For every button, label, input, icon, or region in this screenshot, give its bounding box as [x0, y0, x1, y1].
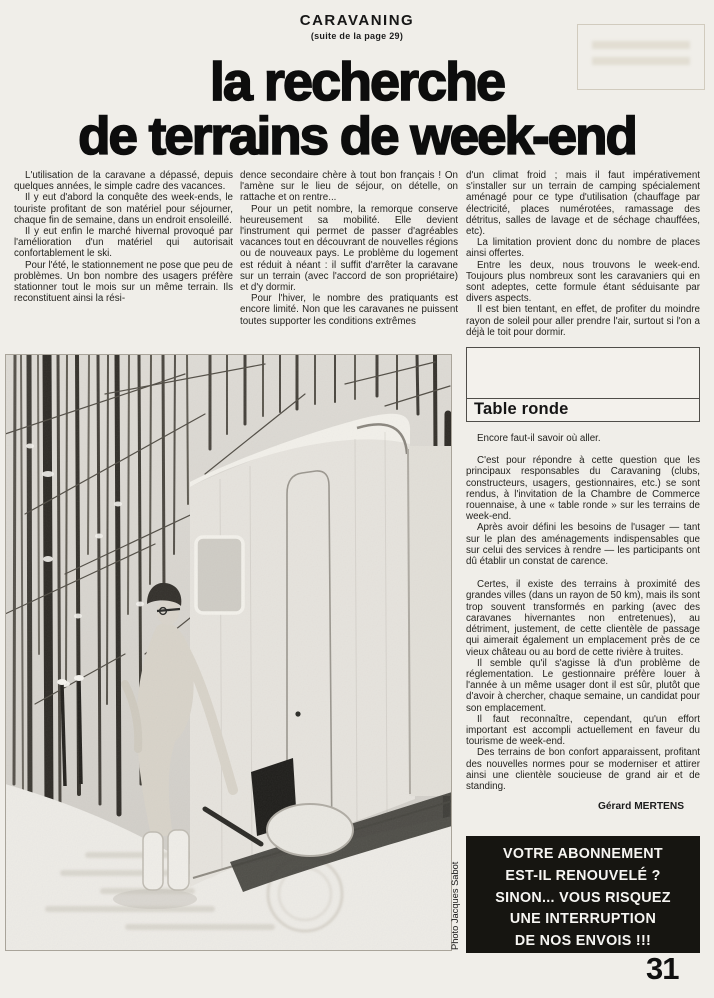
- article-column-3: [466, 170, 700, 812]
- paragraph: Des terrains de bon confort apparaissent, profitant des nouvelles normes pour se moderniser et attirer ainsi une clientèle soucieuse de grand air et de standing.: [466, 747, 700, 792]
- paragraph: Encore faut-il savoir où aller.: [477, 433, 601, 445]
- paragraph: Il y eut enfin le marché hivernal provoqué par l'amélioration d'un matériel qui autorisait confortablement le ski.: [14, 226, 233, 260]
- subscription-line: VOTRE ABONNEMENT: [503, 846, 663, 862]
- subscription-notice: [466, 836, 700, 953]
- subscription-line: EST-IL RENOUVELÉ ?: [505, 867, 661, 884]
- subscription-line: UNE INTERRUPTION: [509, 911, 657, 928]
- page-number: 31: [646, 951, 679, 986]
- continuation-note: (suite de la page 29): [310, 31, 404, 41]
- caravan-photo-illustration: [5, 354, 452, 951]
- paragraph: Il y eut d'abord la conquête des week-ends, le touriste profitant de son matériel pour séjourner, chaque fin de semaine, dans un endroit ensoleillé.: [14, 192, 233, 226]
- subscription-line: SINON... VOUS RISQUEZ: [495, 889, 671, 906]
- caravan-photo: [5, 354, 452, 951]
- photo-credit: Photo Jacques Sabot: [450, 861, 460, 950]
- paragraph: Entre les deux, nous trouvons le week-end. Toujours plus nombreux sont les caravaniers qui en sont adeptes, cette formule étant séduisante par divers aspects.: [466, 259, 700, 305]
- column3-top: [466, 170, 700, 338]
- paragraph: L'utilisation de la caravane a dépassé, depuis quelques années, le simple cadre des vacances.: [14, 170, 233, 193]
- article-column-2: [240, 170, 458, 327]
- paragraph: Pour l'été, le stationnement ne pose que peu de problèmes. Un bon nombre des usagers préfère stationner tout le mois sur un même terrain. Ils reconstituent ainsi la rési-: [14, 259, 233, 305]
- paragraph: dence secondaire chère à tout bon français ! On l'amène sur le lieu de séjour, on dételle, on rattache et on rentre...: [240, 170, 458, 204]
- headline-line1: la recherche: [209, 52, 505, 112]
- paragraph: Après avoir défini les besoins de l'usager — tant sur le plan des aménagements indispensables que sur celui des services à rendre — les participants ont dû établir un constat de carence.: [466, 522, 700, 568]
- column3-bottom: [466, 579, 700, 792]
- paragraph: C'est pour répondre à cette question que les principaux responsables du Caravaning (clubs, constructeurs, usagers, gestionnaires, etc.) se sont rendus, à l'invitation de la Chambre de Commerce rouennaise, à une « table ronde » sur les terrains de week-end.: [466, 455, 700, 523]
- paragraph: Pour l'hiver, le nombre des pratiquants est encore limité. Non que les caravanes ne puissent toutes supporter les conditions extrêmes: [240, 293, 458, 327]
- subscription-line: DE NOS ENVOIS !!!: [514, 933, 652, 950]
- article-column-1: [14, 170, 233, 304]
- paragraph: Pour un petit nombre, la remorque conserve heureusement sa mobilité. Elle devient l'instrument qui permet de passer d'agréables vacances tout en découvrant de nouvelles régions ou de nouveaux pays. Le problème du logement est réduit à néant : il suffit d'arrêter la caravane sur un terrain (avec l'accord de son propriétaire) et d'y dormir.: [240, 203, 458, 294]
- table-ronde-box: [466, 347, 700, 422]
- paragraph: Certes, il existe des terrains à proximité des grandes villes (dans un rayon de 50 km), mais ils sont trop souvent transformés en parking (avec des caravanes hivernantes non entretenues), au détriment, justement, de cette clientèle de passage qui aimerait également un emplacement près de ce vieux château ou au bord de cette rivière à truites.: [466, 579, 700, 658]
- headline-line2: de terrains de week-end: [78, 107, 636, 166]
- paragraph: Il semble qu'il s'agisse là d'un problème de réglementation. Le gestionnaire préfère louer à l'année à un même usager dont il est sûr, plutôt que d'avoir à chercher, chaque semaine, un candidat pour son emplacement.: [466, 657, 700, 714]
- author-signature: Gérard MERTENS: [597, 801, 684, 813]
- section-kicker: CARAVANING: [299, 12, 415, 29]
- table-ronde-caption: Table ronde: [467, 398, 699, 421]
- column3-middle: [466, 433, 700, 567]
- bleedthrough-box: [577, 24, 705, 90]
- paragraph: La limitation provient donc du nombre de places ainsi offertes.: [466, 237, 700, 260]
- paragraph: Il est bien tentant, en effet, de profiter du moindre rayon de soleil pour aller prendre l'air, surtout si l'on a déjà le toit pour dormir.: [466, 304, 700, 338]
- paragraph: Il faut reconnaître, cependant, qu'un effort important est accompli actuellement en faveur du tourisme de week-end.: [466, 713, 700, 748]
- paragraph: d'un climat froid ; mais il faut impérativement s'installer sur un terrain de camping spécialement aménagé pour ce type d'utilisation (chauffage par électricité, places numérotées, ramassage des détritus, salles de lavage et de séchage chauffées, etc).: [466, 170, 700, 238]
